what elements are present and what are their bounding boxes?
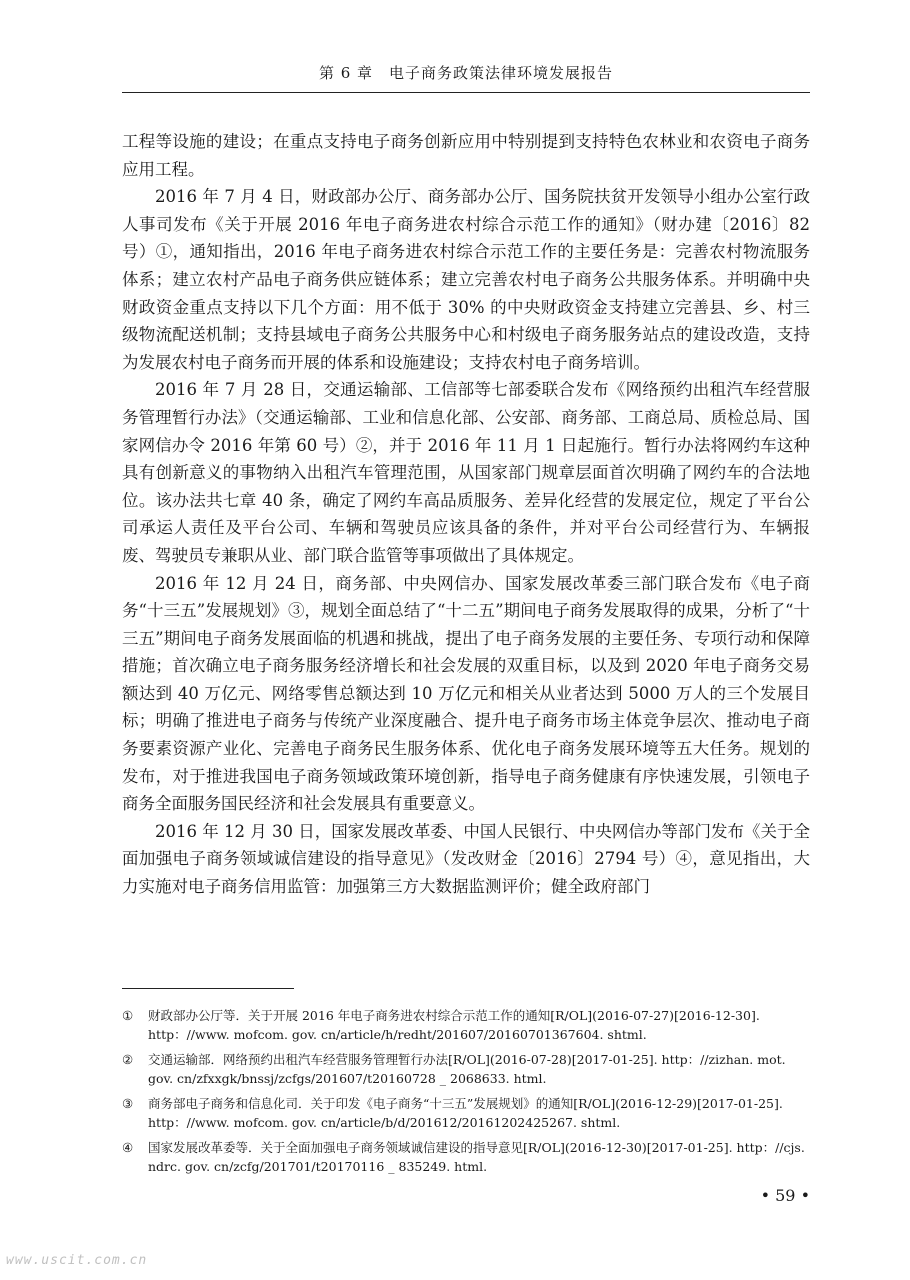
footnote-mark: ③ [122,1096,134,1111]
paragraph-13th-five-year-plan: 2016 年 12 月 24 日，商务部、中央网信办、国家发展改革委三部门联合发布《电子商务“十三五”发展规划》③，规划全面总结了“十二五”期间电子商务发展取得的成果，分析了“十三五”期间电子商务发展面临的机遇和挑战，提出了电子商务发展的主要任务、专项行动和保障措施；首次确立电子商务服务经济增长和社会发展的双重目标，以及到 2020 年电子商务交易额达到 40 万亿元、网络零售总额达到 10 万亿元和相关从业者达到 5000 万人的三个发展目标；明确了推进电子商务与传统产业深度融合、提升电子商务市场主体竞争层次、推动电子商务要素资源产业化、完善电子商务民生服务体系、优化电子商务发展环境等五大任务。规划的发布，对于推进我国电子商务领域政策环境创新，指导电子商务健康有序快速发展，引领电子商务全面服务国民经济和社会发展具有重要意义。 [122,573,810,814]
footnote-text: 国家发展改革委等．关于全面加强电子商务领域诚信建设的指导意见[R/OL](2016-12-30)[2017-01-25]. http：//cjs. ndrc. gov. cn/zcfg/201701/t20170116 _ 835249. html. [148,1140,805,1174]
page-number: • 59 • [760,1186,810,1205]
footnote-mark: ① [122,1008,134,1023]
watermark: www.uscit.com.cn [6,1253,148,1268]
footnote-text: 商务部电子商务和信息化司．关于印发《电子商务“十三五”发展规划》的通知[R/OL](2016-12-29)[2017-01-25]. http：//www. mofcom. gov. cn/article/b/d/201612/20161202425267. shtml. [148,1096,783,1130]
body-text [122,128,810,901]
paragraph-integrity-guidance: 2016 年 12 月 30 日，国家发展改革委、中国人民银行、中央网信办等部门发布《关于全面加强电子商务领域诚信建设的指导意见》（发改财金〔2016〕2794 号）④，意见指出，大力实施对电子商务信用监管：加强第三方大数据监测评价；健全政府部门 [122,821,810,897]
footnotes [122,1006,810,1182]
footnote-1 [122,1006,810,1044]
paragraph-rural-ecommerce-notice: 2016 年 7 月 4 日，财政部办公厅、商务部办公厅、国务院扶贫开发领导小组办公室行政人事司发布《关于开展 2016 年电子商务进农村综合示范工作的通知》（财办建〔2016〕82 号）①，通知指出，2016 年电子商务进农村综合示范工作的主要任务是：完善农村物流服务体系；建立农村产品电子商务供应链体系；建立完善农村电子商务公共服务体系。并明确中央财政资金重点支持以下几个方面：用不低于 30% 的中央财政资金支持建立完善县、乡、村三级物流配送机制；支持县域电子商务公共服务中心和村级电子商务服务站点的建设改造，支持为发展农村电子商务而开展的体系和设施建设；支持农村电子商务培训。 [122,187,810,372]
footnote-text: 财政部办公厅等．关于开展 2016 年电子商务进农村综合示范工作的通知[R/OL](2016-07-27)[2016-12-30]. http：//www. mofcom. gov. cn/article/h/redht/201607/20160701367604. shtml. [148,1008,760,1042]
footnote-2 [122,1050,810,1088]
running-header: 第 6 章 电子商务政策法律环境发展报告 [318,64,614,82]
paragraph-ride-hailing-measures: 2016 年 7 月 28 日，交通运输部、工信部等七部委联合发布《网络预约出租汽车经营服务管理暂行办法》（交通运输部、工业和信息化部、公安部、商务部、工商总局、质检总局、国家网信办令 2016 年第 60 号）②，并于 2016 年 11 月 1 日起施行。暂行办法将网约车这种具有创新意义的事物纳入出租汽车管理范围，从国家部门规章层面首次明确了网约车的合法地位。该办法共七章 40 条，确定了网约车高品质服务、差异化经营的发展定位，规定了平台公司承运人责任及平台公司、车辆和驾驶员应该具备的条件，并对平台公司经营行为、车辆报废、驾驶员专兼职从业、部门联合监管等事项做出了具体规定。 [122,380,810,565]
footnote-mark: ④ [122,1140,134,1155]
footnote-text: 交通运输部．网络预约出租汽车经营服务管理暂行办法[R/OL](2016-07-28)[2017-01-25]. http：//zizhan. mot. gov. cn/zfxxgk/bnssj/zcfgs/201607/t20160728 _ 2068633. html. [148,1052,786,1086]
footnote-4 [122,1138,810,1176]
footnote-rule [122,988,294,989]
footnote-3 [122,1094,810,1132]
paragraph-continued: 工程等设施的建设；在重点支持电子商务创新应用中特别提到支持特色农林业和农资电子商务应用工程。 [122,132,810,179]
footnote-mark: ② [122,1052,134,1067]
header-rule [122,92,810,93]
